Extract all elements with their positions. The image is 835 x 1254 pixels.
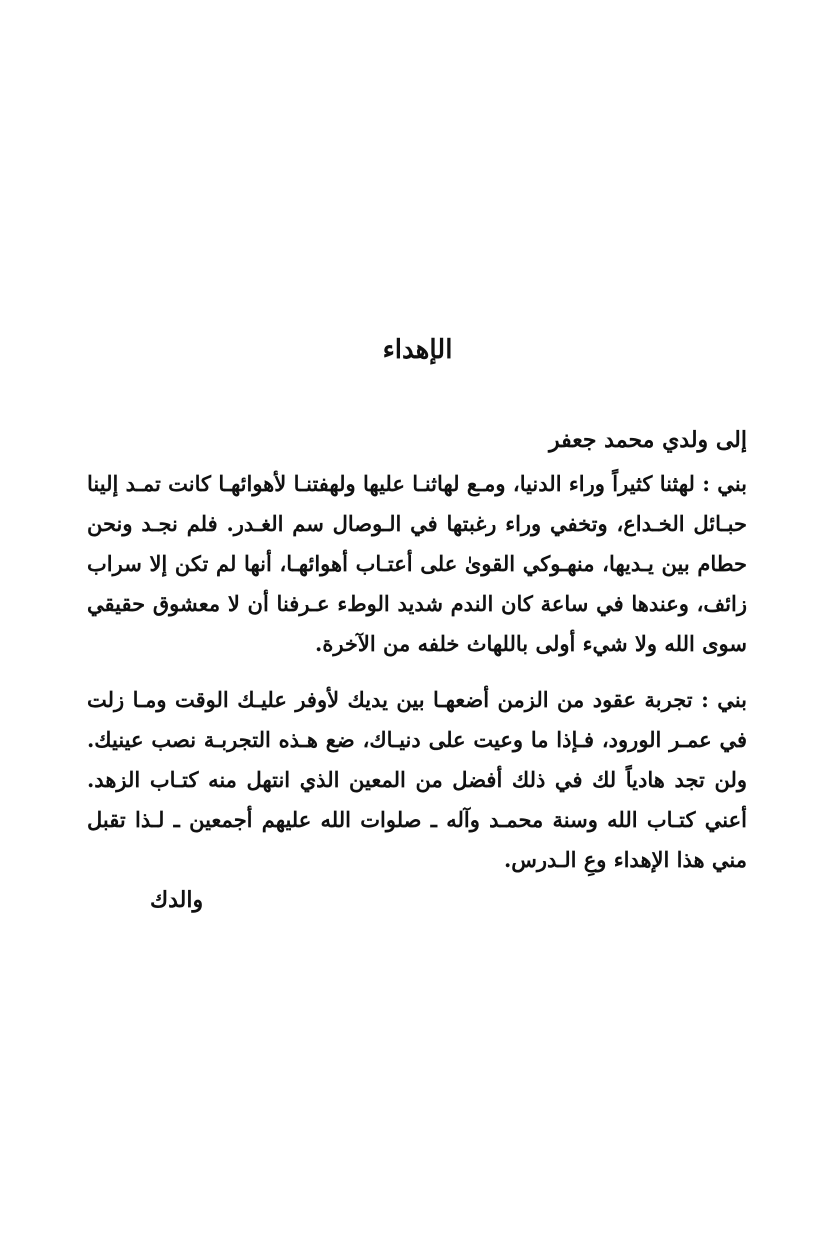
dedication-paragraph-1: بني : لهثنا كثيراً وراء الدنيا، ومـع لهاثنـا عليها ولهفتنـا لأهوائهـا كانت تمـد إلينا حبـائل الخـداع، وتخفي وراء رغبتها في الـوصال سم الغـدر. فلم نجـد ونحن حطام بين يـديها، منهـوكي القوىٰ على أعتـاب أهوائهـا، أنها لم تكن إلا سراب زائف، وعندها في ساعة كان الندم شديد الوطء عـرفنا أن لا معشوق حقيقي سوى الله ولا شيء أولى باللهاث خلفه من الآخرة. xyxy=(87,471,747,656)
signature: والدك xyxy=(150,887,204,913)
dedication-paragraph-2: بني : تجربة عقود من الزمن أضعهـا بين يديك لأوفر عليـك الوقت ومـا زلت في عمـر الورود، فـإذا ما وعيت على دنيـاك، ضع هـذه التجربـة نصب عينيك. ولن تجد هادياً لك في ذلك أفضل من المعين الذي انتهل منه كتـاب الزهد. أعني كتـاب الله وسنة محمـد وآله ـ صلوات الله عليهم أجمعين ـ لـذا تقبل مني هذا الإهداء وعِ الـدرس. xyxy=(87,687,747,872)
page-title: الإهداء xyxy=(382,335,453,365)
dedication-addressee: إلى ولدي محمد جعفر xyxy=(549,427,747,453)
